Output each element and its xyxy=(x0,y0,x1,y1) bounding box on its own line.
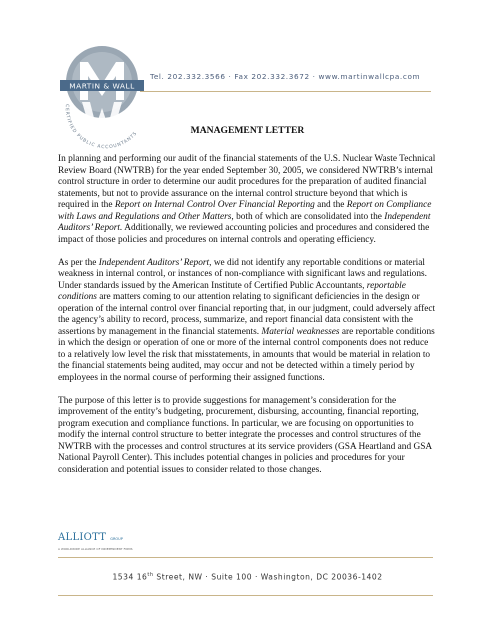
alliott-group-text: GROUP xyxy=(110,537,123,541)
office-address xyxy=(0,572,495,582)
address-suffix: th xyxy=(147,572,154,578)
paragraph-3 xyxy=(58,396,436,477)
alliott-tagline: A WORLDWIDE ALLIANCE OF INDEPENDENT FIRMS xyxy=(58,547,133,551)
alliott-group-logo xyxy=(58,527,178,553)
text-run: are matters coming to our attention relating to significant deficiencies in the design or operation of the internal control over financial reporting that, in our judgment, could adversely affect the agency’s ability to record, process, summarize, and report financial data consistent with the assertions by management in the financial statements. xyxy=(58,292,436,337)
text-run: In planning and performing our audit of the financial statements of the U.S. Nuclear Waste Technical Review Board (NWTRB) for the year ended September 30, 2005, we considered NWTRB’s internal control structure in order to determine our audit procedures for the preparation of audited financial statements, but not to provide assurance on the internal control structure beyond that which is required in the xyxy=(58,154,436,210)
footer-divider-top xyxy=(58,557,433,558)
contact-info: Tel. 202.332.3566 · Fax 202.332.3672 · www.martinwallcpa.com xyxy=(150,72,421,81)
text-run: are reportable conditions in which the design or operation of one or more of the internal control components does not reduce to a relatively low level the risk that misstatements, in amounts that would be material in relation to the financial statements being audited, may occur and not be detected within a timely period by employees in the normal course of performing their assigned functions. xyxy=(58,326,435,383)
logo-arc-text: CERTIFIED PUBLIC ACCOUNTANTS xyxy=(63,103,139,150)
italic-run: Report on Compliance with Laws and Regulations and Other Matters xyxy=(58,200,432,222)
letter-title: MANAGEMENT LETTER xyxy=(190,125,305,136)
alliott-word: ALLIOTT xyxy=(58,532,107,543)
address-number: 1534 16 xyxy=(112,572,148,582)
italic-run: Independent Auditors’ Report. xyxy=(58,211,431,233)
italic-run: Material weaknesses xyxy=(261,326,340,337)
paragraph-1 xyxy=(58,154,436,246)
text-run: The purpose of this letter is to provide suggestions for management’s consideration for the improvement of the entity’s budgeting, procurement, disbursing, accounting, financial reporting, program execution and compliance functions. In particular, we are focusing on opportunities to modify the internal control structure to better integrate the processes and control structures of the NWTRB with the processes and control structures at its service providers (GSA Heartland and GSA National Payroll Center). This includes potential changes in policies and procedures for your consideration and potential issues to consider related to those changes. xyxy=(58,395,432,475)
logo-text: MARTIN & WALL xyxy=(69,81,135,91)
text-run: Additionally, we reviewed accounting policies and procedures and considered the impact of those policies and procedures on internal controls and operating efficiency. xyxy=(58,223,430,245)
italic-run: reportable conditions xyxy=(58,280,406,302)
header-divider xyxy=(140,91,431,92)
address-rest: Street, NW · Suite 100 · Washington, DC 20036-1402 xyxy=(153,572,383,582)
text-run: and the xyxy=(314,200,347,210)
paragraph-2 xyxy=(58,258,436,385)
footer-divider-bottom xyxy=(58,595,433,596)
letter-body xyxy=(58,154,436,488)
italic-run: Report on Internal Control Over Financial Reporting xyxy=(114,200,315,210)
text-run: , we did not identify any reportable conditions or material weakness in internal control, or instances of non-compliance with significant laws and regulations. Under standards issued by the American Institute of Certified Public Accountants, xyxy=(58,257,427,291)
text-run: , both of which are consolidated into the xyxy=(231,211,385,222)
italic-run: Independent Auditors’ Report xyxy=(98,257,210,268)
text-run: As per the xyxy=(58,257,99,268)
